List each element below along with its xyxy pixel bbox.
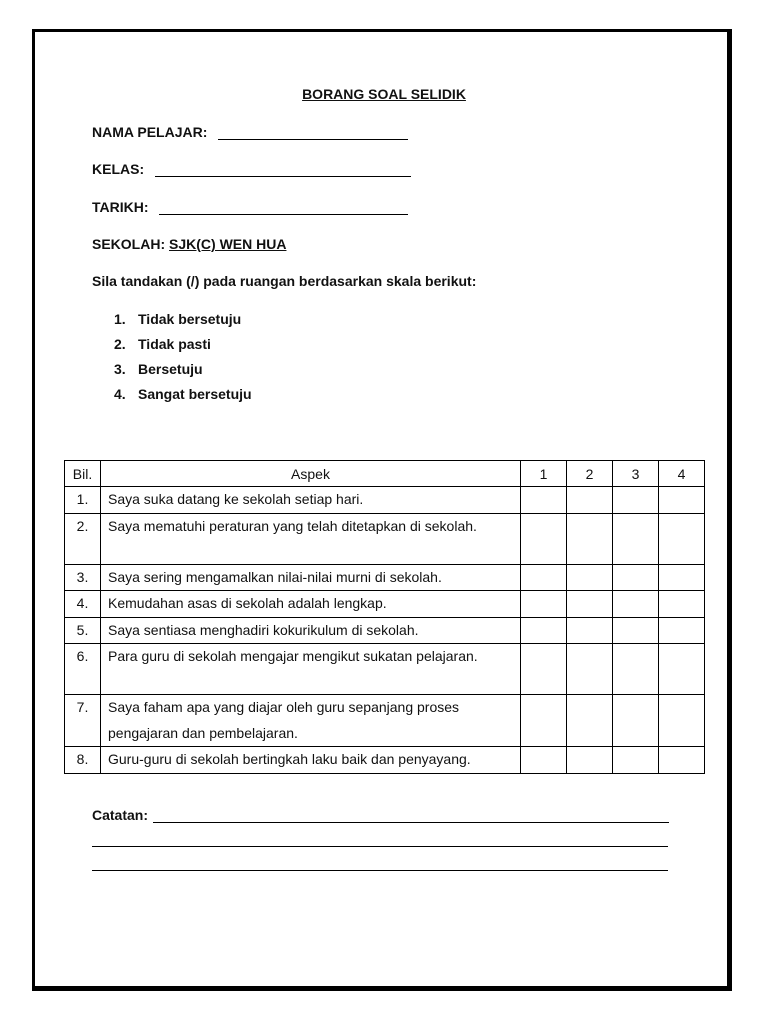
scale-cell[interactable] bbox=[659, 617, 705, 644]
scale-cell[interactable] bbox=[521, 564, 567, 591]
scale-item: 4. Sangat bersetuju bbox=[114, 386, 252, 402]
scale-cell[interactable] bbox=[521, 747, 567, 774]
scale-cell[interactable] bbox=[567, 591, 613, 618]
nama-pelajar-field bbox=[92, 124, 207, 140]
questionnaire-table bbox=[64, 460, 705, 774]
instruction-text: Sila tandakan (/) pada ruangan berdasarkan skala berikut: bbox=[92, 273, 477, 289]
row-aspek: Saya sentiasa menghadiri kokurikulum di sekolah. bbox=[101, 617, 521, 644]
tarikh-blank bbox=[159, 214, 408, 215]
scale-cell[interactable] bbox=[613, 564, 659, 591]
scale-cell[interactable] bbox=[613, 695, 659, 747]
table-row bbox=[65, 487, 705, 514]
tarikh-field bbox=[92, 199, 149, 215]
scale-cell[interactable] bbox=[521, 513, 567, 564]
scale-cell[interactable] bbox=[659, 487, 705, 514]
scale-cell[interactable] bbox=[567, 644, 613, 695]
scale-cell[interactable] bbox=[521, 695, 567, 747]
scale-cell[interactable] bbox=[659, 591, 705, 618]
table-row bbox=[65, 644, 705, 695]
kelas-field bbox=[92, 161, 144, 177]
header-aspek: Aspek bbox=[101, 461, 521, 487]
row-bil: 8. bbox=[65, 747, 101, 774]
scale-cell[interactable] bbox=[567, 617, 613, 644]
row-aspek: Saya sering mengamalkan nilai-nilai murni di sekolah. bbox=[101, 564, 521, 591]
scale-cell[interactable] bbox=[567, 695, 613, 747]
catatan-label: Catatan: bbox=[92, 807, 149, 823]
scale-item: 3. Bersetuju bbox=[114, 361, 203, 377]
row-bil: 1. bbox=[65, 487, 101, 514]
scale-cell[interactable] bbox=[567, 564, 613, 591]
row-aspek: Saya suka datang ke sekolah setiap hari. bbox=[101, 487, 521, 514]
table-row bbox=[65, 747, 705, 774]
scale-list bbox=[114, 310, 252, 410]
scale-cell[interactable] bbox=[613, 487, 659, 514]
scale-cell[interactable] bbox=[567, 487, 613, 514]
scale-cell[interactable] bbox=[521, 617, 567, 644]
table-header-row bbox=[65, 461, 705, 487]
scale-cell[interactable] bbox=[659, 747, 705, 774]
kelas-blank bbox=[155, 176, 411, 177]
row-aspek: Saya faham apa yang diajar oleh guru sepanjang proses pengajaran dan pembelajaran. bbox=[101, 695, 521, 747]
scale-cell[interactable] bbox=[659, 695, 705, 747]
scale-cell[interactable] bbox=[613, 591, 659, 618]
row-bil: 6. bbox=[65, 644, 101, 695]
nama-pelajar-blank bbox=[218, 139, 408, 140]
scale-cell[interactable] bbox=[659, 644, 705, 695]
header-scale-3: 3 bbox=[613, 461, 659, 487]
table-row bbox=[65, 617, 705, 644]
header-bil: Bil. bbox=[65, 461, 101, 487]
row-bil: 4. bbox=[65, 591, 101, 618]
row-aspek: Saya mematuhi peraturan yang telah ditetapkan di sekolah. bbox=[101, 513, 521, 564]
header-scale-2: 2 bbox=[567, 461, 613, 487]
row-bil: 7. bbox=[65, 695, 101, 747]
row-bil: 2. bbox=[65, 513, 101, 564]
scale-cell[interactable] bbox=[521, 644, 567, 695]
row-aspek: Para guru di sekolah mengajar mengikut sukatan pelajaran. bbox=[101, 644, 521, 695]
scale-cell[interactable] bbox=[521, 591, 567, 618]
tarikh-label: TARIKH: bbox=[92, 199, 149, 215]
scale-cell[interactable] bbox=[659, 513, 705, 564]
scale-cell[interactable] bbox=[567, 513, 613, 564]
kelas-label: KELAS: bbox=[92, 161, 145, 177]
nama-pelajar-label: NAMA PELAJAR: bbox=[92, 124, 208, 140]
scale-cell[interactable] bbox=[567, 747, 613, 774]
row-bil: 3. bbox=[65, 564, 101, 591]
table-row bbox=[65, 591, 705, 618]
sekolah-value: SJK(C) WEN HUA bbox=[169, 236, 287, 252]
form-title: BORANG SOAL SELIDIK bbox=[302, 86, 466, 102]
table-row bbox=[65, 695, 705, 747]
scale-item: 1. Tidak bersetuju bbox=[114, 311, 242, 327]
catatan-line-2 bbox=[92, 846, 668, 847]
row-bil: 5. bbox=[65, 617, 101, 644]
scale-cell[interactable] bbox=[613, 747, 659, 774]
scale-cell[interactable] bbox=[613, 513, 659, 564]
row-aspek: Kemudahan asas di sekolah adalah lengkap. bbox=[101, 591, 521, 618]
sekolah-field bbox=[92, 236, 286, 252]
header-scale-1: 1 bbox=[521, 461, 567, 487]
sekolah-label: SEKOLAH: bbox=[92, 236, 166, 252]
row-aspek: Guru-guru di sekolah bertingkah laku baik dan penyayang. bbox=[101, 747, 521, 774]
scale-item: 2. Tidak pasti bbox=[114, 336, 211, 352]
scale-cell[interactable] bbox=[613, 644, 659, 695]
table-row bbox=[65, 564, 705, 591]
scale-cell[interactable] bbox=[659, 564, 705, 591]
table-row bbox=[65, 513, 705, 564]
scale-cell[interactable] bbox=[521, 487, 567, 514]
scale-cell[interactable] bbox=[613, 617, 659, 644]
catatan-line-1 bbox=[153, 822, 669, 823]
catatan-line-3 bbox=[92, 870, 668, 871]
header-scale-4: 4 bbox=[659, 461, 705, 487]
